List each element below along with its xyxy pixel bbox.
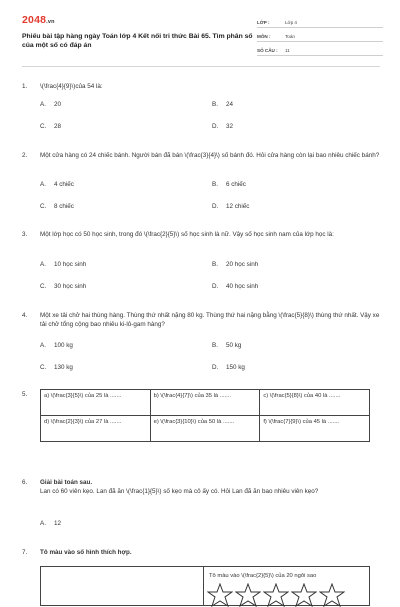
table-row [41, 390, 370, 416]
table-cell: d) \(\frac{2}{3}\) của 27 là ....... [41, 416, 151, 442]
table-cell: b) \(\frac{4}{7}\) của 35 là ....... [150, 390, 260, 416]
q2-option-c[interactable]: C. 8 chiếc [40, 203, 74, 210]
q6-instruction: Giải bài toán sau. [40, 479, 93, 486]
question-2: 2. Một cửa hàng có 24 chiếc bánh. Người bán đã bán \(\frac{3}{4}\) số bánh đó. Hỏi cửa hàng còn lại bao nhiêu chiếc bánh? [22, 152, 380, 159]
q3-option-b[interactable]: B. 20 học sinh [212, 261, 259, 268]
meta-row-subject: MÔN : Toán [257, 28, 383, 42]
q4-option-c[interactable]: C. 130 kg [40, 364, 73, 371]
q1-option-a[interactable]: A. 20 [40, 101, 62, 108]
star-icon[interactable] [319, 583, 345, 607]
q2-option-d[interactable]: D. 12 chiếc [212, 203, 250, 210]
box-divider [203, 567, 204, 605]
table-cell: a) \(\frac{3}{5}\) của 25 là ....... [41, 390, 151, 416]
table-cell: e) \(\frac{3}{10}\) của 50 là ....... [150, 416, 260, 442]
header [22, 14, 380, 60]
q4-option-b[interactable]: B. 50 kg [212, 342, 242, 349]
q3-option-d[interactable]: D. 40 học sinh [212, 283, 259, 290]
meta-row-count: SỐ CÂU : 11 [257, 42, 383, 56]
question-7: 7. Tô màu vào số hình thích hợp. [22, 549, 132, 556]
meta-row-class: LỚP : Lớp 4 [257, 14, 383, 28]
q4-option-a[interactable]: A. 100 kg [40, 342, 73, 349]
stars-caption: Tô màu vào \(\frac{2}{5}\) của 20 ngôi sao [209, 573, 317, 579]
q4-option-d[interactable]: D. 150 kg [212, 364, 245, 371]
q2-option-a[interactable]: A. 4 chiếc [40, 181, 74, 188]
meta-info [257, 14, 383, 56]
question-4: 4. Một xe tải chở hai thùng hàng. Thùng thứ nhất nặng 80 kg. Thùng thứ hai nặng bằng \(\frac{5}{8}\) thùng thứ nhất. Vậy xe tải chở tổng cộng bao nhiêu ki-lô-gam hàng? [22, 312, 380, 328]
q6-stem: Lan có 60 viên kẹo. Lan đã ăn \(\frac{1}{5}\) số kẹo mà cô ấy có. Hỏi Lan đã ăn bao nhiêu viên kẹo? [40, 488, 319, 495]
q1-option-d[interactable]: D. 32 [212, 123, 234, 130]
table-row [41, 416, 370, 442]
q3-option-c[interactable]: C. 30 học sinh [40, 283, 87, 290]
star-icon[interactable] [263, 583, 289, 607]
question-3: 3. Một lớp học có 50 học sinh, trong đó \(\frac{2}{5}\) số học sinh là nữ. Vậy số học sinh nam của lớp học là: [22, 231, 334, 238]
star-icon[interactable] [235, 583, 261, 607]
exercise-table [40, 389, 370, 442]
q6-answer: A. 12 [40, 520, 62, 527]
header-divider [22, 66, 380, 67]
q3-option-a[interactable]: A. 10 học sinh [40, 261, 87, 268]
table-cell: c) \(\frac{5}{8}\) của 40 là ....... [260, 390, 370, 416]
star-coloring-box [40, 566, 370, 606]
star-icon[interactable] [291, 583, 317, 607]
site-logo[interactable]: 2048.vn [22, 14, 55, 26]
table-cell: f) \(\frac{7}{9}\) của 45 là ....... [260, 416, 370, 442]
q7-instruction: Tô màu vào số hình thích hợp. [40, 549, 132, 556]
page-title: Phiếu bài tập hàng ngày Toán lớp 4 Kết nối tri thức Bài 65. Tìm phân số của một số có đáp án [22, 33, 253, 49]
q2-option-b[interactable]: B. 6 chiếc [212, 181, 246, 188]
star-row [207, 583, 345, 607]
q1-option-b[interactable]: B. 24 [212, 101, 234, 108]
question-6: 6. Giải bài toán sau. Lan có 60 viên kẹo. Lan đã ăn \(\frac{1}{5}\) số kẹo mà cô ấy có. Hỏi Lan đã ăn bao nhiêu viên kẹo? [22, 478, 380, 496]
q1-option-c[interactable]: C. 28 [40, 123, 62, 130]
star-icon[interactable] [207, 583, 233, 607]
question-1: 1. \(\frac{4}{9}\)của 54 là: [22, 83, 103, 90]
worksheet-page: 2048.vn Phiếu bài tập hàng ngày Toán lớp 4 Kết nối tri thức Bài 65. Tìm phân số của một số có đáp án LỚP : Lớp 4 MÔN : Toán SỐ CÂU : 11 1. \(\frac{4}{9}\)của 54 là: A. 20 B. 24 C. 28 D. 32 2. Một cửa hàng có 24 chiếc bánh. Người bán đã bán \(\frac{3}{4}\) số bánh đó. Hỏi cửa hàng còn lại bao nhiêu chiếc bánh? A. 4 chiếc B. 6 chiếc C. 8 chiếc D. 12 chiếc 3. Một lớp học có 50 học sinh, trong đó \(\frac{2}{5}\) số học sinh là nữ. Vậy số học sinh nam của lớp học là: A. 10 học sinh B. 20 học sinh C. 30 học sinh D. 40 học sinh 4. Một xe tải chở hai thùng hàng. Thùng thứ nhất nặng 80 kg. Thùng thứ hai nặng bằng \(\frac{5}{8}\) thùng thứ nhất. Vậy xe tải chở tổng cộng bao nhiêu ki-lô-gam hàng? A. 100 kg B. 50 kg C. 130 kg D. 150 kg 5. a) \(\frac{3}{5}\) của 25 là ....... b) \(\frac{4}{7}\) của 35 là ....... c) \(\frac{5}{8}\) của 40 là ....... d) \(\frac{2}{3}\) của 27 là ....... e) \(\frac{3}{10}\) của 50 là ....... f) \(\frac{7}{9}\) của 45 là ....... 6. Giải bài toán sau. Lan có 60 viên kẹo. Lan đã ăn \(\frac{1}{5}\) số kẹo mà cô ấy có. Hỏi Lan đã ăn bao nhiêu viên kẹo? A. 12 7. Tô màu vào số hình thích hợp. Tô màu vào \(\frac{2}{5}\) của 20 ngôi sao [0, 0, 400, 600]
